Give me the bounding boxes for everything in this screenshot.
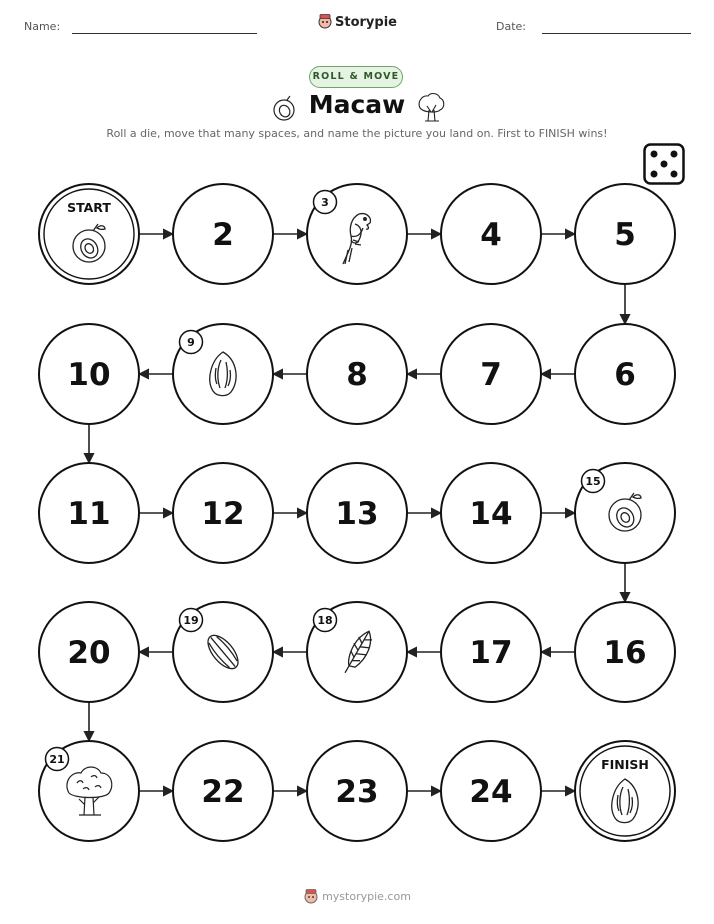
space-number: 13 (335, 496, 379, 532)
board-space-15 (575, 463, 675, 563)
brand-name: Storypie (335, 15, 397, 30)
space-badge-number: 19 (183, 614, 199, 627)
space-badge-number: 21 (49, 753, 65, 766)
board-space-21 (39, 741, 139, 841)
name-label: Name: (24, 20, 61, 33)
board-space-2 (173, 184, 273, 284)
board-space-18 (307, 602, 407, 702)
space-number: 2 (212, 217, 234, 253)
board-space-4 (441, 184, 541, 284)
space-number: 4 (480, 217, 502, 253)
instructions: Roll a die, move that many spaces, and name the picture you land on. First to FINISH wins! (106, 127, 608, 140)
board-space-8 (307, 324, 407, 424)
space-badge-number: 9 (187, 336, 195, 349)
space-number: 11 (67, 496, 111, 532)
space-circle (39, 184, 139, 284)
space-number: 12 (201, 496, 245, 532)
space-badge-number: 18 (317, 614, 333, 627)
page-title: Macaw (308, 90, 406, 119)
board-space-23 (307, 741, 407, 841)
board-space-13 (307, 463, 407, 563)
board-space-22 (173, 741, 273, 841)
space-number: 14 (469, 496, 513, 532)
space-number: 5 (614, 217, 636, 253)
space-badge-number: 15 (585, 475, 601, 488)
space-number: 20 (67, 635, 111, 671)
board-space-19 (173, 602, 273, 702)
board-space-12 (173, 463, 273, 563)
footer (0, 888, 714, 904)
board-space-5 (575, 184, 675, 284)
board-space-3 (307, 184, 407, 284)
space-badge-number: 3 (321, 196, 329, 209)
space-number: 6 (614, 357, 636, 393)
space-number: 10 (67, 357, 111, 393)
storypie-mascot-icon (303, 888, 319, 904)
game-type-badge: ROLL & MOVE (309, 66, 403, 88)
board-spaces (39, 184, 675, 841)
board-space-20 (39, 602, 139, 702)
space-number: 16 (603, 635, 647, 671)
board-space-16 (575, 602, 675, 702)
space-number: 7 (480, 357, 502, 393)
date-label: Date: (496, 20, 526, 33)
space-number: 8 (346, 357, 368, 393)
finish-label: FINISH (601, 757, 649, 772)
footer-url: mystorypie.com (322, 890, 411, 903)
board-space-9 (173, 324, 273, 424)
space-number: 24 (469, 774, 513, 810)
board-space-1 (39, 184, 139, 284)
space-circle (575, 741, 675, 841)
space-number: 23 (335, 774, 379, 810)
board-space-17 (441, 602, 541, 702)
board-space-14 (441, 463, 541, 563)
start-label: START (67, 200, 111, 215)
board-space-6 (575, 324, 675, 424)
board-space-10 (39, 324, 139, 424)
board-space-25 (575, 741, 675, 841)
space-number: 22 (201, 774, 245, 810)
board-space-24 (441, 741, 541, 841)
board-space-7 (441, 324, 541, 424)
space-number: 17 (469, 635, 513, 671)
board-space-11 (39, 463, 139, 563)
